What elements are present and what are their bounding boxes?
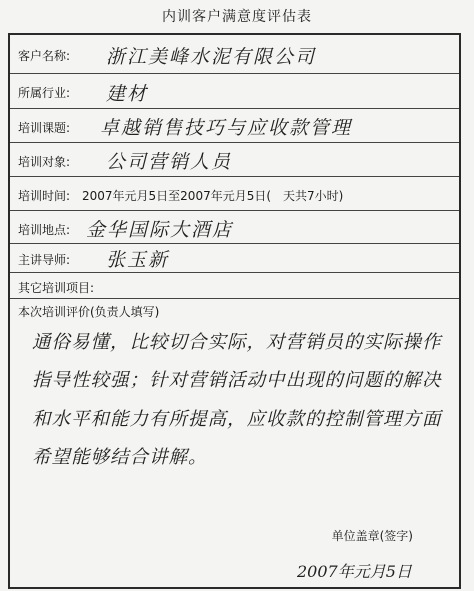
evaluation-label: 本次培训评价(负责人填写) xyxy=(18,305,160,319)
row-trainer xyxy=(10,244,459,273)
signature-date: 2007年元月5日 xyxy=(297,562,412,581)
location-label: 培训地点: xyxy=(18,223,71,237)
client-name-label: 客户名称: xyxy=(18,49,71,63)
topic-value: 卓越销售技巧与应收款管理 xyxy=(100,117,353,139)
row-other-projects xyxy=(10,273,459,299)
row-location xyxy=(10,211,459,244)
industry-value: 建材 xyxy=(106,83,149,105)
row-client-name xyxy=(10,35,459,74)
row-topic xyxy=(10,109,459,143)
topic-label: 培训课题: xyxy=(18,121,71,135)
row-industry xyxy=(10,74,459,109)
row-time xyxy=(10,177,459,211)
evaluation-form xyxy=(8,33,461,589)
audience-value: 公司营销人员 xyxy=(106,151,233,173)
row-audience xyxy=(10,143,459,177)
client-name-value: 浙江美峰水泥有限公司 xyxy=(106,46,317,68)
time-value: 2007年元月5日至2007年元月5日( 天共7小时) xyxy=(82,189,344,203)
form-title: 内训客户满意度评估表 xyxy=(162,9,312,25)
audience-label: 培训对象: xyxy=(18,155,71,169)
other-projects-label: 其它培训项目: xyxy=(18,281,95,295)
location-value: 金华国际大酒店 xyxy=(86,219,234,241)
seal-label: 单位盖章(签字) xyxy=(331,529,413,543)
trainer-value: 张玉新 xyxy=(106,249,170,271)
trainer-label: 主讲导师: xyxy=(18,253,71,267)
time-label: 培训时间: xyxy=(18,189,71,203)
industry-label: 所属行业: xyxy=(18,86,71,100)
evaluation-text: 通俗易懂，比较切合实际，对营销员的实际操作指导性较强；针对营销活动中出现的问题的解决和水平和能力有所提高，应收款的控制管理方面希望能够结合讲解。 xyxy=(32,332,442,469)
